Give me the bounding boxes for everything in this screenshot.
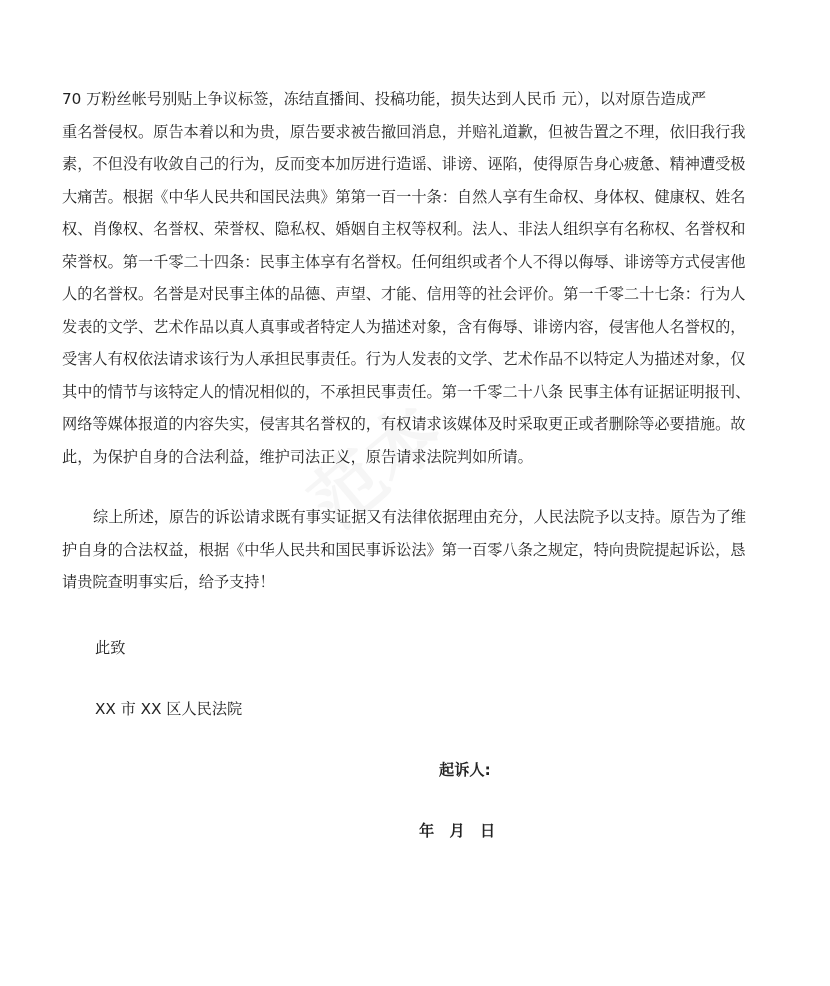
text-line: 综上所述，原告的诉讼请求既有事实证据又有法律依据理由充分，人民法院予以支持。原告为了维: [93, 508, 747, 526]
text-line: 发表的文学、艺术作品以真人真事或者特定人为描述对象，含有侮辱、诽谤内容，侵害他人名誉权的，: [62, 317, 746, 336]
text-line: 大痛苦。根据《中华人民共和国民法典》第第一百一十条：自然人享有生命权、身体权、健康权、姓名: [62, 187, 746, 206]
body-paragraph-2: [62, 501, 782, 599]
plaintiff-signature-label: 起诉人:: [439, 761, 491, 779]
salutation-cizhi: 此致: [95, 639, 126, 657]
text-line: 人的名誉权。名誉是对民事主体的品德、声望、才能、信用等的社会评价。第一千零二十七条：行为人: [62, 285, 746, 303]
date-label: 年 月 日: [419, 822, 496, 840]
court-addressee: XX 市 XX 区人民法院: [95, 700, 243, 718]
text-line: 受害人有权依法请求该行为人承担民事责任。行为人发表的文学、艺术作品不以特定人为描述对象，仅: [62, 350, 746, 368]
text-line: 请贵院查明事实后，给予支持！: [62, 573, 275, 591]
text-line: 荣誉权。第一千零二十四条：民事主体享有名誉权。任何组织或者个人不得以侮辱、诽谤等方式侵害他: [62, 252, 746, 271]
text-line: 重名誉侵权。原告本着以和为贵，原告要求被告撤回消息，并赔礼道歉，但被告置之不理，依旧我行我: [62, 122, 746, 141]
text-line: 权、肖像权、名誉权、荣誉权、隐私权、婚姻自主权等权利。法人、非法人组织享有名称权、名誉权和: [62, 220, 746, 238]
text-line: 网络等媒体报道的内容失实，侵害其名誉权的，有权请求该媒体及时采取更正或者删除等必要措施。故: [62, 415, 746, 433]
text-line: 素，不但没有收敛自己的行为，反而变本加厉进行造谣、诽谤、诬陷，使得原告身心疲惫、精神遭受极: [62, 155, 746, 173]
text-line: 70 万粉丝帐号别贴上争议标签，冻结直播间、投稿功能，损失达到人民币 元），以对原告造成严: [62, 90, 707, 108]
text-line: 其中的情节与该特定人的情况相似的，不承担民事责任。第一千零二十八条 民事主体有证据证明报刊、: [62, 382, 751, 401]
text-line: 此，为保护自身的合法利益，维护司法正义，原告请求法院判如所请。: [62, 447, 533, 466]
text-line: 护自身的合法权益，根据《中华人民共和国民事诉讼法》第一百零八条之规定，特向贵院提起诉讼，恳: [62, 540, 746, 559]
body-paragraph-1: [62, 83, 782, 473]
